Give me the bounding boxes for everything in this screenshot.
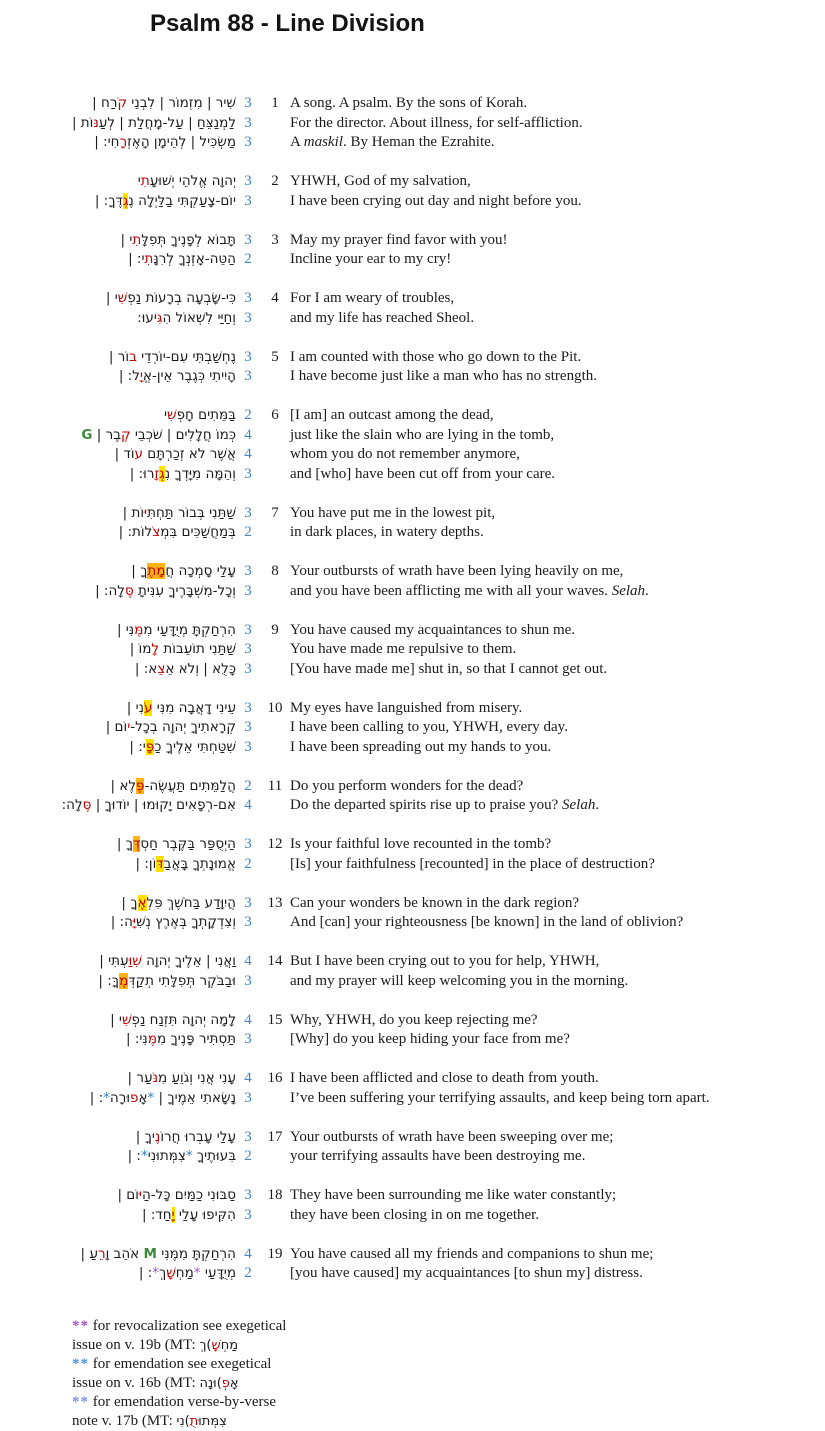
hebrew-text: הֲיִוָּדַע בַּחֹשֶׁךְ פִּלְאֶךָ |	[121, 894, 236, 911]
verse-block	[0, 348, 825, 387]
verse-line	[0, 406, 825, 426]
footnote-label: ** for revocalization see exegetical	[72, 1317, 287, 1334]
hebrew-text: בְּמַחֲשַׁכִּים בִּמְצֹלוֹת: |	[118, 524, 236, 540]
hebrew-text: הִרְחַקְתָּ מְיֻדָּעַי מִמֶּנִּי |	[116, 621, 236, 638]
english-text: and you have been afflicting me with all your waves. Selah.	[290, 582, 649, 599]
english-text: just like the slain who are lying in the tomb,	[290, 426, 555, 443]
verse-line	[0, 1030, 825, 1050]
line-word-count: 3	[244, 231, 252, 248]
verse-line	[0, 952, 825, 972]
hebrew-text: וַאֲנִי | אֵלֶיךָ יְהוָה שִׁוַּעְתִּי |	[99, 953, 236, 969]
verse-block	[0, 777, 825, 816]
verse-line	[0, 1147, 825, 1167]
verse-line	[0, 367, 825, 387]
english-text: [I am] an outcast among the dead,	[290, 407, 494, 423]
footnote-asterisks: **	[72, 1355, 89, 1372]
verse-number: 18	[267, 1187, 283, 1203]
verse-block	[0, 1011, 825, 1050]
line-word-count: 4	[244, 446, 252, 462]
hebrew-text: אֲשֶׁר לֹא זְכַרְתָּם עוֹד |	[114, 446, 236, 462]
verse-line	[0, 1186, 825, 1206]
english-text: You have caused my acquaintances to shun me.	[290, 621, 576, 638]
verse-line	[0, 94, 825, 114]
verse-line	[0, 504, 825, 524]
line-word-count: 4	[244, 953, 252, 969]
verse-line	[0, 835, 825, 855]
english-text: You have made me repulsive to them.	[290, 641, 517, 657]
verse-number: 7	[271, 504, 279, 521]
english-text: in dark places, in watery depths.	[290, 524, 484, 540]
verse-line	[0, 796, 825, 816]
verse-block	[0, 699, 825, 758]
verse-line	[0, 640, 825, 660]
english-text: Do you perform wonders for the dead?	[290, 777, 524, 794]
page-title: Psalm 88 - Line Division	[150, 10, 425, 37]
english-text: and my life has reached Sheol.	[290, 309, 475, 326]
english-text: For the director. About illness, for self-affliction.	[290, 114, 583, 131]
line-word-count: 3	[244, 641, 252, 657]
line-word-count: 2	[244, 1265, 252, 1281]
verse-line	[0, 133, 825, 153]
hebrew-text: כְּמוֹ חֲלָלִים | שֹׁכְבֵי קֶבֶר | G	[81, 426, 236, 443]
verse-block	[0, 1128, 825, 1167]
verse-line	[0, 231, 825, 251]
line-word-count: 4	[244, 797, 252, 813]
hebrew-text: כָּלֻא | וְלֹא אֵצֵא: |	[134, 660, 236, 677]
verse-line	[0, 1069, 825, 1089]
line-word-count: 3	[244, 173, 252, 189]
hebrew-text: הִרְחַקְתָּ מִמֶּנִּי M אֹהֵב וָרֵעַ |	[80, 1245, 236, 1262]
line-word-count: 3	[244, 894, 252, 911]
line-word-count: 3	[244, 95, 252, 111]
verse-block	[0, 406, 825, 484]
hebrew-text: קְרָאתִיךָ יְהוָה בְכָל-יוֹם |	[105, 719, 236, 735]
english-text: They have been surrounding me like water constantly;	[290, 1187, 617, 1203]
footnote-reference: note v. 17b (MT: צִמְּתוּתֻ)נִי	[72, 1412, 227, 1429]
english-text: I have been calling to you, YHWH, every day.	[290, 719, 568, 735]
hebrew-text: נָשָׂאתִי אֵמֶיךָ | *אָפוּרָה*: |	[89, 1089, 236, 1106]
footnote	[72, 1393, 825, 1431]
hebrew-text: עֵינִי דָאֲבָה מִנִּי עֹנִי |	[126, 699, 236, 716]
verse-line	[0, 465, 825, 485]
hebrew-text: עָנִי אֲנִי וְגֹוֵעַ מִנֹּעַר |	[127, 1070, 236, 1086]
english-text: Is your faithful love recounted in the tomb?	[290, 836, 552, 852]
footnote-hebrew: צִמְּתוּתֻ)נִי	[176, 1413, 227, 1429]
line-word-count: 3	[244, 192, 252, 209]
line-word-count: 3	[244, 1187, 252, 1203]
verse-line	[0, 718, 825, 738]
line-word-count: 3	[244, 1206, 252, 1223]
hebrew-text: אֱמוּנָתְךָ בָּאֲבַדּוֹן: |	[135, 855, 236, 872]
verse-line	[0, 1264, 825, 1284]
hebrew-text: לָמָה יְהוָה תִּזְנַח נַפְשִׁי |	[110, 1011, 236, 1028]
english-text: For I am weary of troubles,	[290, 290, 455, 306]
verse-block	[0, 504, 825, 543]
hebrew-text: וּבַבֹּקֶר תְּפִלָּתִי תְקַדְּמֶךָּ: |	[98, 972, 236, 989]
footnote-reference: issue on v. 16b (MT: אָפְ)וּנָה	[72, 1374, 239, 1391]
english-text: I have become just like a man who has no strength.	[290, 368, 598, 384]
verse-number: 9	[271, 621, 279, 638]
verse-block	[0, 231, 825, 270]
footnote	[72, 1355, 825, 1393]
hebrew-text: תַּסְתִּיר פָּנֶיךָ מִמֶּנִּי: |	[126, 1031, 236, 1047]
verse-line	[0, 348, 825, 368]
hebrew-text: יוֹם-צָעַקְתִּי בַלַּיְלָה נֶגְדֶּךָ: |	[94, 192, 236, 209]
hebrew-text: שִׁיר | מִזְמוֹר | לִבְנֵי קֹרַח |	[92, 95, 236, 111]
footnote-label: ** for emendation see exegetical	[72, 1355, 272, 1372]
hebrew-text: הַטֵּה-אָזְנְךָ לְרִנָּתִי: |	[128, 251, 236, 267]
verse-number: 2	[271, 173, 279, 189]
verse-block	[0, 1186, 825, 1225]
verse-number: 3	[271, 231, 279, 248]
line-word-count: 3	[244, 368, 252, 384]
hebrew-text: סַבּוּנִי כַמַּיִם כָּל-הַיּוֹם |	[117, 1187, 236, 1203]
english-text: [Why] do you keep hiding your face from me?	[290, 1031, 570, 1047]
line-word-count: 4	[244, 1070, 252, 1086]
hebrew-text: נֶחְשַׁבְתִּי עִם-יוֹרְדֵי בוֹר |	[108, 348, 236, 365]
hebrew-text: וְהֵמָּה מִיָּדְךָ נִגְזָרוּ: |	[129, 465, 236, 482]
verse-block	[0, 1245, 825, 1284]
verse-line	[0, 972, 825, 992]
verse-line	[0, 855, 825, 875]
verse-line	[0, 1011, 825, 1031]
line-word-count: 3	[244, 563, 252, 579]
line-word-count: 3	[244, 1089, 252, 1106]
hebrew-text: בַּמֵּתִים חָפְשִׁי	[164, 407, 236, 423]
verse-number: 16	[267, 1070, 283, 1086]
verse-number: 5	[271, 348, 279, 365]
english-text: and my prayer will keep welcoming you in the morning.	[290, 972, 629, 989]
english-text: But I have been crying out to you for help, YHWH,	[290, 953, 600, 969]
english-text: I’ve been suffering your terrifying assaults, and keep being torn apart.	[290, 1089, 710, 1106]
english-text: I have been crying out day and night before you.	[290, 192, 582, 209]
verse-line	[0, 582, 825, 602]
line-word-count: 3	[244, 621, 252, 638]
hebrew-text: עָלַי סָמְכָה חֲמָתֶךָ |	[131, 563, 236, 579]
verse-number: 8	[271, 563, 279, 579]
verse-number: 12	[267, 836, 283, 852]
english-text: And [can] your righteousness [be known] in the land of oblivion?	[290, 914, 684, 930]
verse-line	[0, 445, 825, 465]
hebrew-text: עָלַי עָבְרוּ חֲרוֹנֶיךָ |	[135, 1128, 236, 1145]
verse-line	[0, 172, 825, 192]
english-text: and [who] have been cut off from your care.	[290, 465, 556, 482]
hebrew-text: לַמְנַצֵּחַ | עַל-מָחֲלַת | לְעַנּוֹת |	[71, 114, 236, 131]
english-text: your terrifying assaults have been destroying me.	[290, 1148, 586, 1164]
line-word-count: 4	[244, 1011, 252, 1028]
line-word-count: 3	[244, 290, 252, 306]
verse-line	[0, 114, 825, 134]
verse-block	[0, 952, 825, 991]
verse-block	[0, 94, 825, 153]
english-text: You have caused all my friends and companions to shun me;	[290, 1245, 654, 1262]
verse-block	[0, 1069, 825, 1108]
verse-line	[0, 777, 825, 797]
hebrew-text: שַׁתַּנִי תוֹעֵבוֹת לָמוֹ |	[129, 641, 236, 657]
footnotes	[0, 1317, 825, 1431]
english-text: they have been closing in on me together.	[290, 1206, 540, 1223]
line-word-count: 3	[244, 972, 252, 989]
verse-line	[0, 309, 825, 329]
verse-number: 19	[267, 1245, 283, 1262]
hebrew-text: תָּבוֹא לְפָנֶיךָ תְּפִלָּתִי |	[120, 231, 236, 248]
line-word-count: 4	[244, 1245, 252, 1262]
verse-line	[0, 1089, 825, 1109]
footnote-asterisks: **	[72, 1393, 89, 1410]
footnote-asterisks: **	[72, 1317, 89, 1334]
footnote	[72, 1317, 825, 1355]
english-text: Do the departed spirits rise up to praise you? Selah.	[290, 797, 600, 813]
hebrew-text: מְיֻדָּעַי *מַחְשָׁךְ*: |	[138, 1265, 236, 1281]
english-text: [you have caused] my acquaintances [to shun my] distress.	[290, 1265, 643, 1281]
hebrew-text: אִם-רְפָאִים יָקוּמוּ | יוֹדוּךָ | סֶּלָה:	[61, 797, 236, 813]
line-word-count: 3	[244, 738, 252, 755]
verse-line	[0, 621, 825, 641]
english-text: A maskil. By Heman the Ezrahite.	[290, 134, 495, 150]
english-text: Incline your ear to my cry!	[290, 251, 452, 267]
english-text: Can your wonders be known in the dark region?	[290, 894, 580, 911]
verse-line	[0, 738, 825, 758]
verse-number: 17	[267, 1128, 283, 1145]
english-text: Your outbursts of wrath have been sweeping over me;	[290, 1128, 614, 1145]
verse-block	[0, 621, 825, 680]
english-text: My eyes have languished from misery.	[290, 699, 523, 716]
line-word-count: 3	[244, 699, 252, 716]
english-text: Your outbursts of wrath have been lying heavily on me,	[290, 563, 624, 579]
verse-line	[0, 523, 825, 543]
line-word-count: 3	[244, 309, 252, 326]
hebrew-text: הֲלַמֵּתִים תַּעֲשֶׂה-פֶּלֶא |	[110, 777, 236, 794]
line-word-count: 3	[244, 348, 252, 365]
footnote-hebrew: אָפְ)וּנָה	[199, 1375, 239, 1391]
hebrew-text: מַשְׂכִּיל | לְהֵימָן הָאֶזְרָחִי: |	[94, 134, 236, 150]
line-word-count: 3	[244, 660, 252, 677]
verse-block	[0, 172, 825, 211]
english-text: I have been afflicted and close to death from youth.	[290, 1070, 599, 1086]
english-text: whom you do not remember anymore,	[290, 446, 520, 462]
hebrew-text: וְחַיַּי לִשְׁאוֹל הִגִּיעוּ:	[137, 309, 236, 326]
verse-line	[0, 1206, 825, 1226]
footnote-hebrew: מַחְשָׁ)ךְ	[199, 1337, 239, 1353]
hebrew-text: בִּעוּתֶיךָ *צִמְּתוּנִי*: |	[127, 1148, 236, 1164]
verses	[0, 94, 825, 1284]
english-text: [You have made me] shut in, so that I cannot get out.	[290, 660, 608, 677]
english-text: I have been spreading out my hands to you.	[290, 738, 552, 755]
verse-number: 4	[271, 290, 279, 306]
footnote-reference: issue on v. 19b (MT: מַחְשָׁ)ךְ	[72, 1336, 239, 1353]
verse-number: 13	[267, 894, 283, 911]
verse-number: 1	[271, 95, 279, 111]
hebrew-text: הִקִּיפוּ עָלַי יָחַד: |	[142, 1206, 236, 1223]
english-text: [Is] your faithfulness [recounted] in the place of destruction?	[290, 855, 655, 872]
psalm-content	[0, 94, 825, 1431]
hebrew-text: כִּי-שָׂבְעָה בְרָעוֹת נַפְשִׁי |	[105, 290, 236, 306]
verse-line	[0, 250, 825, 270]
line-word-count: 3	[244, 114, 252, 131]
verse-line	[0, 699, 825, 719]
verse-line	[0, 192, 825, 212]
hebrew-text: שַׁתַּנִי בְּבוֹר תַּחְתִּיּוֹת |	[122, 504, 236, 521]
english-text: I am counted with those who go down to the Pit.	[290, 348, 582, 365]
english-text: May my prayer find favor with you!	[290, 231, 508, 248]
verse-block	[0, 562, 825, 601]
verse-line	[0, 913, 825, 933]
verse-line	[0, 1128, 825, 1148]
line-word-count: 2	[244, 1148, 252, 1164]
verse-line	[0, 426, 825, 446]
english-text: You have put me in the lowest pit,	[290, 504, 496, 521]
line-word-count: 2	[244, 777, 252, 794]
line-word-count: 3	[244, 836, 252, 852]
verse-number: 10	[267, 699, 283, 716]
english-text: Why, YHWH, do you keep rejecting me?	[290, 1011, 538, 1028]
hebrew-text: וְצִדְקָתְךָ בְּאֶרֶץ נְשִׁיָּה: |	[110, 914, 236, 930]
verse-block	[0, 835, 825, 874]
line-word-count: 3	[244, 582, 252, 599]
line-word-count: 3	[244, 465, 252, 482]
line-word-count: 3	[244, 134, 252, 150]
verse-line	[0, 289, 825, 309]
english-text: YHWH, God of my salvation,	[290, 173, 471, 189]
hebrew-text: יְהוָה אֱלֹהֵי יְשׁוּעָתִי	[137, 173, 236, 189]
line-word-count: 3	[244, 1128, 252, 1145]
line-word-count: 2	[244, 855, 252, 872]
verse-number: 11	[267, 777, 283, 794]
hebrew-text: הָיִיתִי כְּגֶבֶר אֵין-אֱיָל: |	[118, 368, 236, 384]
hebrew-text: וְכָל-מִשְׁבָּרֶיךָ עִנִּיתָ סֶּלָה: |	[95, 582, 236, 599]
line-word-count: 4	[244, 426, 252, 443]
verse-number: 15	[267, 1011, 283, 1028]
hebrew-text: הַיְסֻפַּר בַּקֶּבֶר חַסְדֶּךָ |	[116, 836, 236, 852]
footnote-label: ** for emendation verse-by-verse	[72, 1393, 277, 1410]
verse-line	[0, 1245, 825, 1265]
line-word-count: 2	[244, 407, 252, 423]
line-word-count: 2	[244, 524, 252, 540]
line-word-count: 2	[244, 251, 252, 267]
verse-line	[0, 562, 825, 582]
line-word-count: 3	[244, 914, 252, 930]
line-word-count: 3	[244, 1031, 252, 1047]
verse-line	[0, 660, 825, 680]
verse-block	[0, 289, 825, 328]
english-text: A song. A psalm. By the sons of Korah.	[290, 95, 528, 111]
verse-block	[0, 894, 825, 933]
verse-number: 6	[271, 407, 279, 423]
hebrew-text: שִׁטַּחְתִּי אֵלֶיךָ כַפָּי: |	[129, 738, 236, 755]
line-word-count: 3	[244, 504, 252, 521]
verse-line	[0, 894, 825, 914]
line-word-count: 3	[244, 719, 252, 735]
verse-number: 14	[267, 953, 283, 969]
